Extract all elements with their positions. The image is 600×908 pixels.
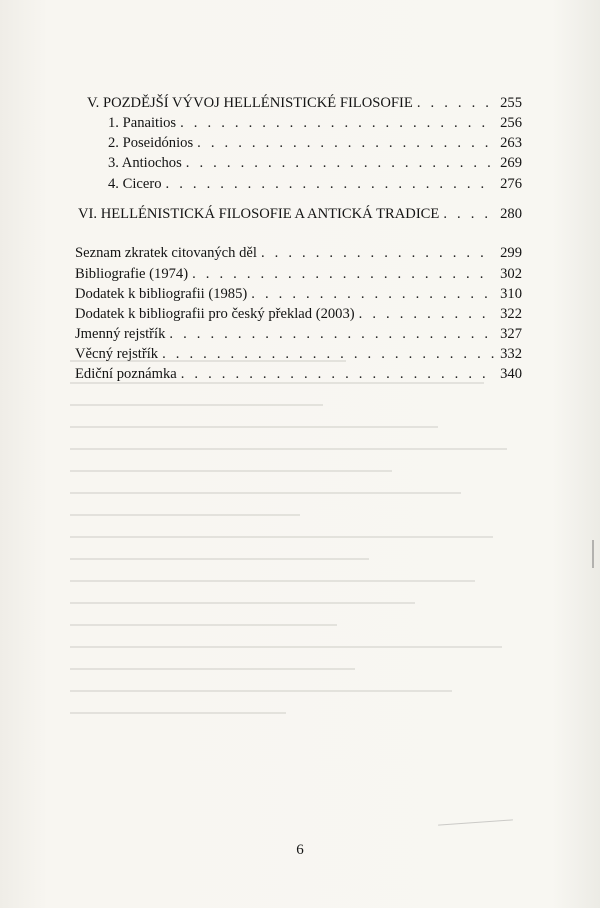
dot-leader	[261, 244, 494, 262]
toc-section-title: 4. Cicero	[108, 176, 162, 192]
dot-leader	[186, 154, 494, 172]
toc-appendix-title: Ediční poznámka	[75, 366, 177, 382]
toc-chapter-5[interactable]	[87, 94, 522, 112]
toc-section-page: 263	[500, 135, 522, 151]
toc-appendix-item[interactable]	[75, 365, 522, 383]
toc-appendix-title: Jmenný rejstřík	[75, 326, 166, 342]
page-number: 6	[296, 842, 304, 858]
toc-section-title: 3. Antiochos	[108, 155, 182, 171]
dot-leader	[192, 265, 494, 283]
toc-appendix-page: 310	[500, 286, 522, 302]
toc-section-page: 269	[500, 155, 522, 171]
toc-section-title: 1. Panaitios	[108, 115, 177, 131]
toc-appendix-page: 299	[500, 245, 522, 261]
dot-leader	[180, 114, 494, 132]
toc-chapter-5-page: 255	[500, 95, 522, 111]
dot-leader	[359, 305, 494, 323]
toc-appendix-item[interactable]	[75, 345, 522, 363]
toc-section[interactable]	[108, 154, 522, 172]
dot-leader	[166, 175, 495, 193]
toc-appendix-title: Seznam zkratek citovaných děl	[75, 245, 257, 261]
toc-section[interactable]	[108, 114, 522, 132]
dot-leader	[443, 205, 494, 223]
toc-appendix-title: Dodatek k bibliografii pro český překlad (2003)	[75, 306, 355, 322]
toc-section-title: 2. Poseidónios	[108, 135, 194, 151]
toc-chapter-5-title: V. POZDĚJŠÍ VÝVOJ HELLÉNISTICKÉ FILOSOFIE	[87, 95, 413, 111]
dot-leader	[162, 345, 494, 363]
toc-section-page: 276	[500, 176, 522, 192]
toc-appendix-page: 340	[500, 366, 522, 382]
toc-section-page: 256	[500, 115, 522, 131]
scan-artifact	[438, 819, 513, 825]
toc-appendix-title: Věcný rejstřík	[75, 346, 159, 362]
toc-section[interactable]	[108, 175, 522, 193]
scan-artifact	[592, 540, 594, 568]
toc-appendix-item[interactable]	[75, 305, 522, 323]
toc-appendix-item[interactable]	[75, 285, 522, 303]
bleed-through-text	[70, 360, 530, 810]
toc-section[interactable]	[108, 134, 522, 152]
toc-appendix-page: 332	[500, 346, 522, 362]
toc-appendix-item[interactable]	[75, 325, 522, 343]
toc-appendix-title: Dodatek k bibliografii (1985)	[75, 286, 248, 302]
dot-leader	[181, 365, 494, 383]
dot-leader	[417, 94, 494, 112]
toc-appendix-page: 327	[500, 326, 522, 342]
toc-appendix-title: Bibliografie (1974)	[75, 266, 189, 282]
toc-chapter-6-title: VI. HELLÉNISTICKÁ FILOSOFIE A ANTICKÁ TRADICE	[78, 206, 440, 222]
toc-appendix-page: 302	[500, 266, 522, 282]
toc-appendix-item[interactable]	[75, 244, 522, 262]
toc-appendix-item[interactable]	[75, 265, 522, 283]
toc-chapter-6[interactable]	[78, 205, 522, 223]
toc-appendix-page: 322	[500, 306, 522, 322]
toc-chapter-6-page: 280	[500, 206, 522, 222]
dot-leader	[197, 134, 494, 152]
dot-leader	[251, 285, 494, 303]
dot-leader	[169, 325, 494, 343]
